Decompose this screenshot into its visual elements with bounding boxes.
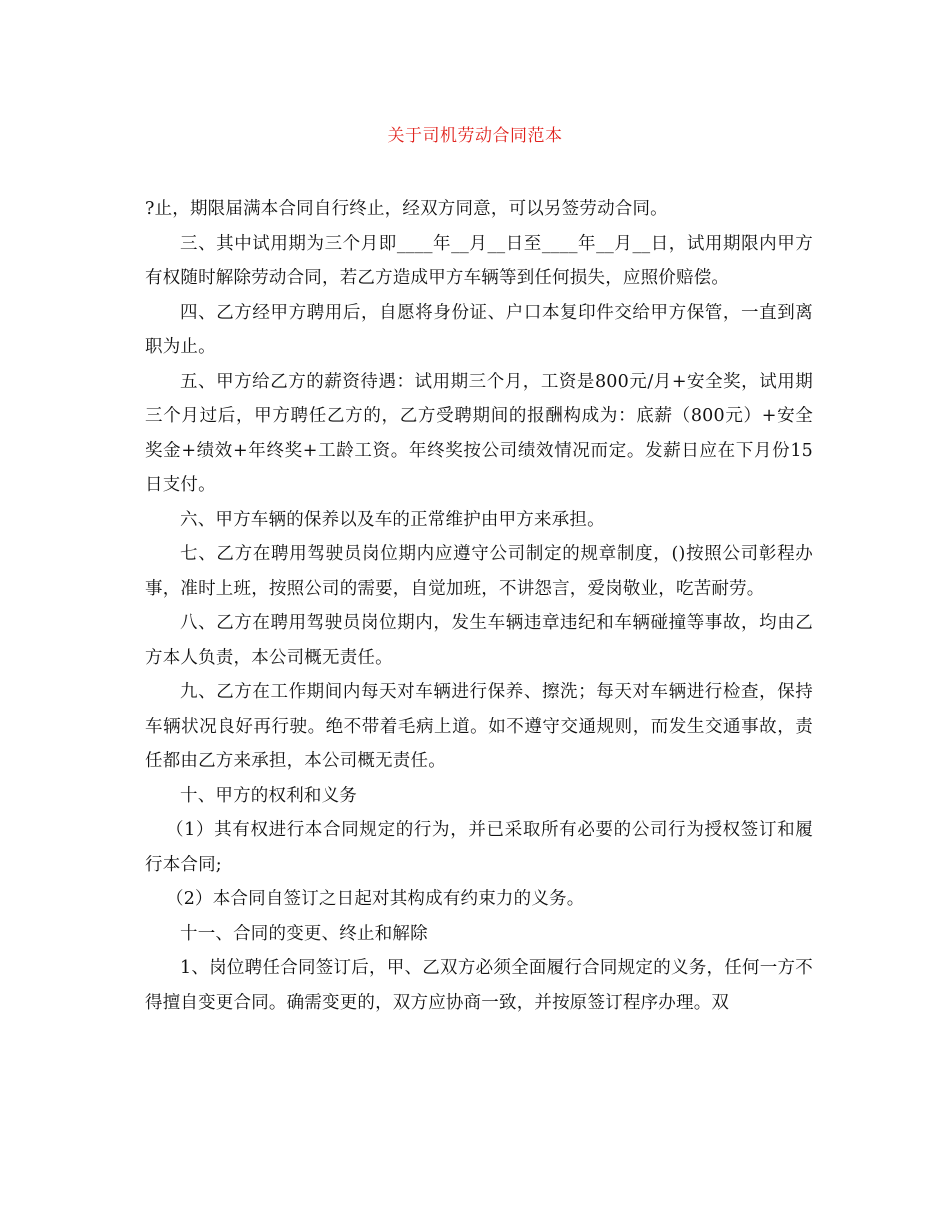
paragraph-clause-8: 八、乙方在聘用驾驶员岗位期内，发生车辆违章违纪和车辆碰撞等事故，均由乙方本人负责，本公司概无责任。 bbox=[145, 613, 813, 668]
paragraph-clause-7: 七、乙方在聘用驾驶员岗位期内应遵守公司制定的规章制度，()按照公司彰程办事，准时上班，按照公司的需要，自觉加班，不讲怨言，爱岗敬业，吃苦耐劳。 bbox=[145, 544, 813, 599]
paragraph-clause-11-item-1: 1、岗位聘任合同签订后，甲、乙双方必须全面履行合同规定的义务，任何一方不得擅自变更合同。确需变更的，双方应协商一致，并按原签订程序办理。双 bbox=[145, 958, 813, 1013]
paragraph-clause-10-heading: 十、甲方的权利和义务 bbox=[180, 785, 357, 806]
paragraph-clause-4: 四、乙方经甲方聘用后，自愿将身份证、户口本复印件交给甲方保管，一直到离职为止。 bbox=[145, 302, 813, 357]
paragraph-clause-10-item-1: （1）其有权进行本合同规定的行为，并已采取所有必要的公司行为授权签订和履行本合同; bbox=[145, 820, 813, 875]
paragraph-clause-10-item-2: （2）本合同自签订之日起对其构成有约束力的义务。 bbox=[166, 889, 585, 909]
paragraph-clause-9: 九、乙方在工作期间内每天对车辆进行保养、擦洗；每天对车辆进行检查，保持车辆状况良好再行驶。绝不带着毛病上道。如不遵守交通规则，而发生交通事故，责任都由乙方来承担，本公司概无责任。 bbox=[145, 682, 813, 771]
paragraph-clause-6: 六、甲方车辆的保养以及车的正常维护由甲方来承担。 bbox=[180, 509, 605, 530]
paragraph-continuation: ?止，期限届满本合同自行终止，经双方同意，可以另签劳动合同。 bbox=[145, 199, 668, 219]
paragraph-clause-5: 五、甲方给乙方的薪资待遇：试用期三个月，工资是800元/月+安全奖，试用期三个月过后，甲方聘任乙方的，乙方受聘期间的报酬构成为：底薪（800元）+安全奖金+绩效+年终奖+工龄工资。年终奖按公司绩效情况而定。发薪日应在下月份15日支付。 bbox=[145, 371, 813, 495]
document-title: 关于司机劳动合同范本 bbox=[387, 126, 563, 146]
paragraph-clause-3: 三、其中试用期为三个月即____年__月__日至____年__月__日，试用期限内甲方有权随时解除劳动合同，若乙方造成甲方车辆等到任何损失，应照价赔偿。 bbox=[145, 233, 813, 288]
paragraph-clause-11-heading: 十一、合同的变更、终止和解除 bbox=[180, 923, 428, 944]
document-body bbox=[145, 192, 813, 1020]
